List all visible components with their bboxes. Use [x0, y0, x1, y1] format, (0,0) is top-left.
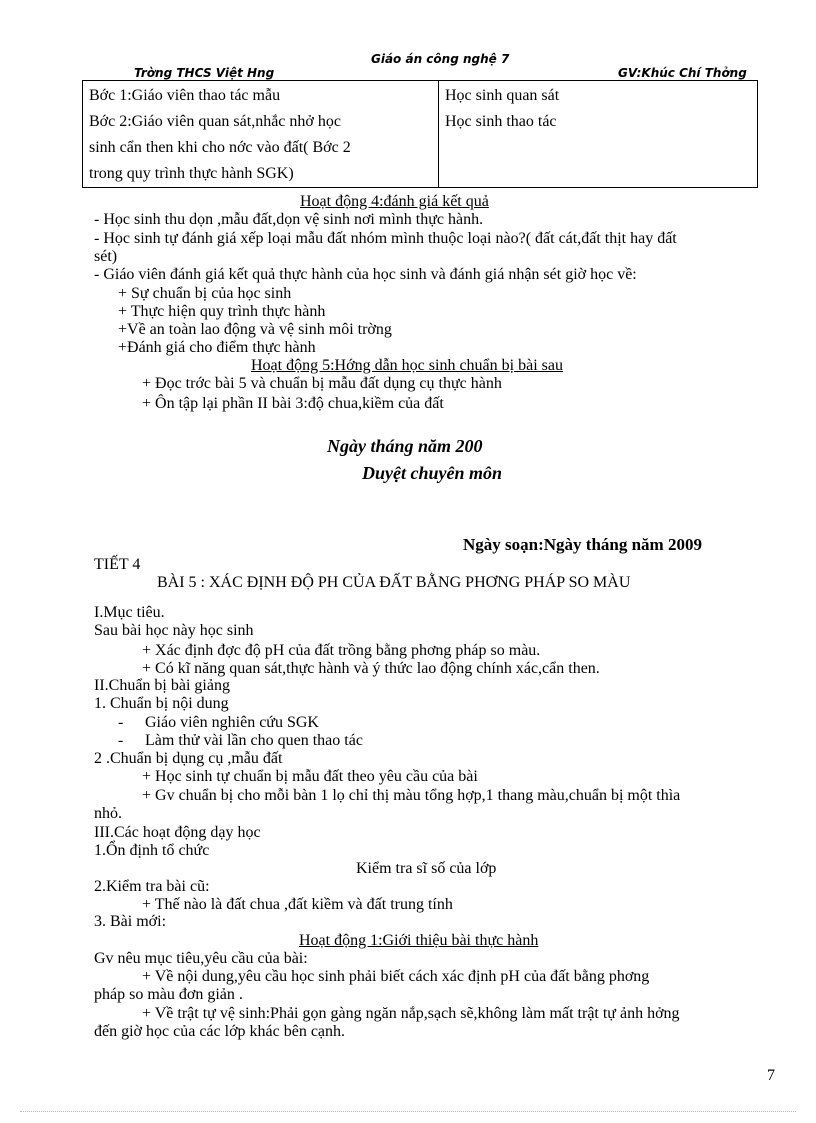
table-right-line: Học sinh quan sát: [445, 87, 560, 104]
table-left-line: Bớc 1:Giáo viên thao tác mẫu: [89, 87, 281, 104]
page-number: 7: [767, 1067, 775, 1084]
body-line: Kiểm tra sĩ số của lớp: [356, 860, 497, 877]
body-line: 2.Kiểm tra bài cũ:: [94, 878, 210, 895]
page-border-dotted: [20, 1111, 796, 1112]
activity4-line: - Học sinh thu dọn ,mẫu đất,dọn vệ sinh nơi mình thực hành.: [94, 211, 484, 228]
approval-label: Duyệt chuyên môn: [362, 463, 503, 483]
table-right-line: Học sinh thao tác: [445, 113, 557, 130]
table-left-line: Bớc 2:Giáo viên quan sát,nhắc nhở học: [89, 113, 341, 130]
body-line: nhỏ.: [94, 805, 122, 822]
doc-header-school: Trờng THCS Việt Hng: [134, 66, 275, 80]
body-line: + Về nội dung,yêu cầu học sinh phải biết cách xác định pH của đất bằng phơng: [142, 968, 650, 985]
body-line: 3. Bài mới:: [94, 913, 167, 930]
body-line: + Học sinh tự chuẩn bị mẫu đất theo yêu cầu của bài: [142, 768, 478, 785]
teacher-activity-cell: [83, 81, 439, 188]
activity1-heading: Hoạt động 1:Giới thiệu bài thực hành: [299, 932, 539, 949]
activity-table: [82, 80, 758, 188]
body-line: Giáo viên nghiên cứu SGK: [145, 714, 319, 731]
body-line: đến giờ học của các lớp khác bên cạnh.: [94, 1023, 346, 1040]
lesson-title: BÀI 5 : XÁC ĐỊNH ĐỘ PH CỦA ĐẤT BẰNG PHƠNG PHÁP SO MÀU: [157, 574, 631, 591]
body-line: + Có kĩ năng quan sát,thực hành và ý thức lao động chính xác,cẩn then.: [142, 660, 600, 677]
table-left-line: trong quy trình thực hành SGK): [89, 165, 294, 182]
activity5-line: + Đọc trớc bài 5 và chuẩn bị mẫu đất dụng cụ thực hành: [142, 375, 502, 392]
bullet-dash: -: [118, 714, 124, 731]
body-line: Làm thử vài lần cho quen thao tác: [145, 732, 363, 749]
body-line: + Xác định đợc độ pH của đất trồng bằng phơng pháp so màu.: [142, 642, 541, 659]
activity4-line: +Về an toàn lao động và vệ sinh môi trờng: [118, 321, 392, 338]
body-line: + Thế nào là đất chua ,đất kiềm và đất trung tính: [142, 896, 453, 913]
activity4-heading: Hoạt động 4:đánh giá kết quả: [300, 193, 489, 210]
student-activity-cell: [439, 81, 758, 188]
table-left-line: sinh cẩn then khi cho nớc vào đất( Bớc 2: [89, 139, 351, 156]
doc-header-teacher: GV:Khúc Chí Thởng: [618, 66, 747, 80]
body-line: 2 .Chuẩn bị dụng cụ ,mẫu đất: [94, 750, 283, 767]
body-line: III.Các hoạt động dạy học: [94, 824, 261, 841]
activity4-line: sét): [94, 248, 118, 265]
activity4-line: + Sự chuẩn bị của học sinh: [118, 285, 292, 302]
body-line: 1.Ổn định tổ chức: [94, 842, 210, 859]
body-line: I.Mục tiêu.: [94, 604, 165, 621]
activity4-line: - Giáo viên đánh giá kết quả thực hành của học sinh và đánh giá nhận sét giờ học về:: [94, 266, 637, 283]
activity5-heading: Hoạt động 5:Hớng dẫn học sinh chuẩn bị bài sau: [251, 357, 563, 374]
body-line: + Về trật tự vệ sinh:Phải gọn gàng ngăn nắp,sạch sẽ,không làm mất trật tự ảnh hởng: [142, 1005, 680, 1022]
doc-header-title: Giáo án công nghệ 7: [371, 52, 510, 66]
approval-date: Ngày tháng năm 200: [327, 436, 483, 456]
body-line: Gv nêu mục tiêu,yêu cầu của bài:: [94, 950, 308, 967]
body-line: II.Chuẩn bị bài giảng: [94, 677, 230, 694]
body-line: 1. Chuẩn bị nội dung: [94, 695, 229, 712]
bullet-dash: -: [118, 732, 124, 749]
prep-date: Ngày soạn:Ngày tháng năm 2009: [463, 535, 702, 554]
activity4-line: - Học sinh tự đánh giá xếp loại mẫu đất nhóm mình thuộc loại nào?( đất cát,đất thịt hay đất: [94, 230, 677, 247]
activity4-line: +Đánh giá cho điểm thực hành: [118, 339, 316, 356]
body-line: pháp so màu đơn giản .: [94, 986, 243, 1003]
activity5-line: + Ôn tập lại phần II bài 3:độ chua,kiềm của đất: [142, 395, 444, 412]
lesson-period: TIẾT 4: [94, 556, 141, 573]
body-line: + Gv chuẩn bị cho mỗi bàn 1 lọ chỉ thị màu tổng hợp,1 thang màu,chuẩn bị một thìa: [142, 787, 681, 804]
body-line: Sau bài học này học sinh: [94, 622, 254, 639]
activity4-line: + Thực hiện quy trình thực hành: [118, 303, 326, 320]
